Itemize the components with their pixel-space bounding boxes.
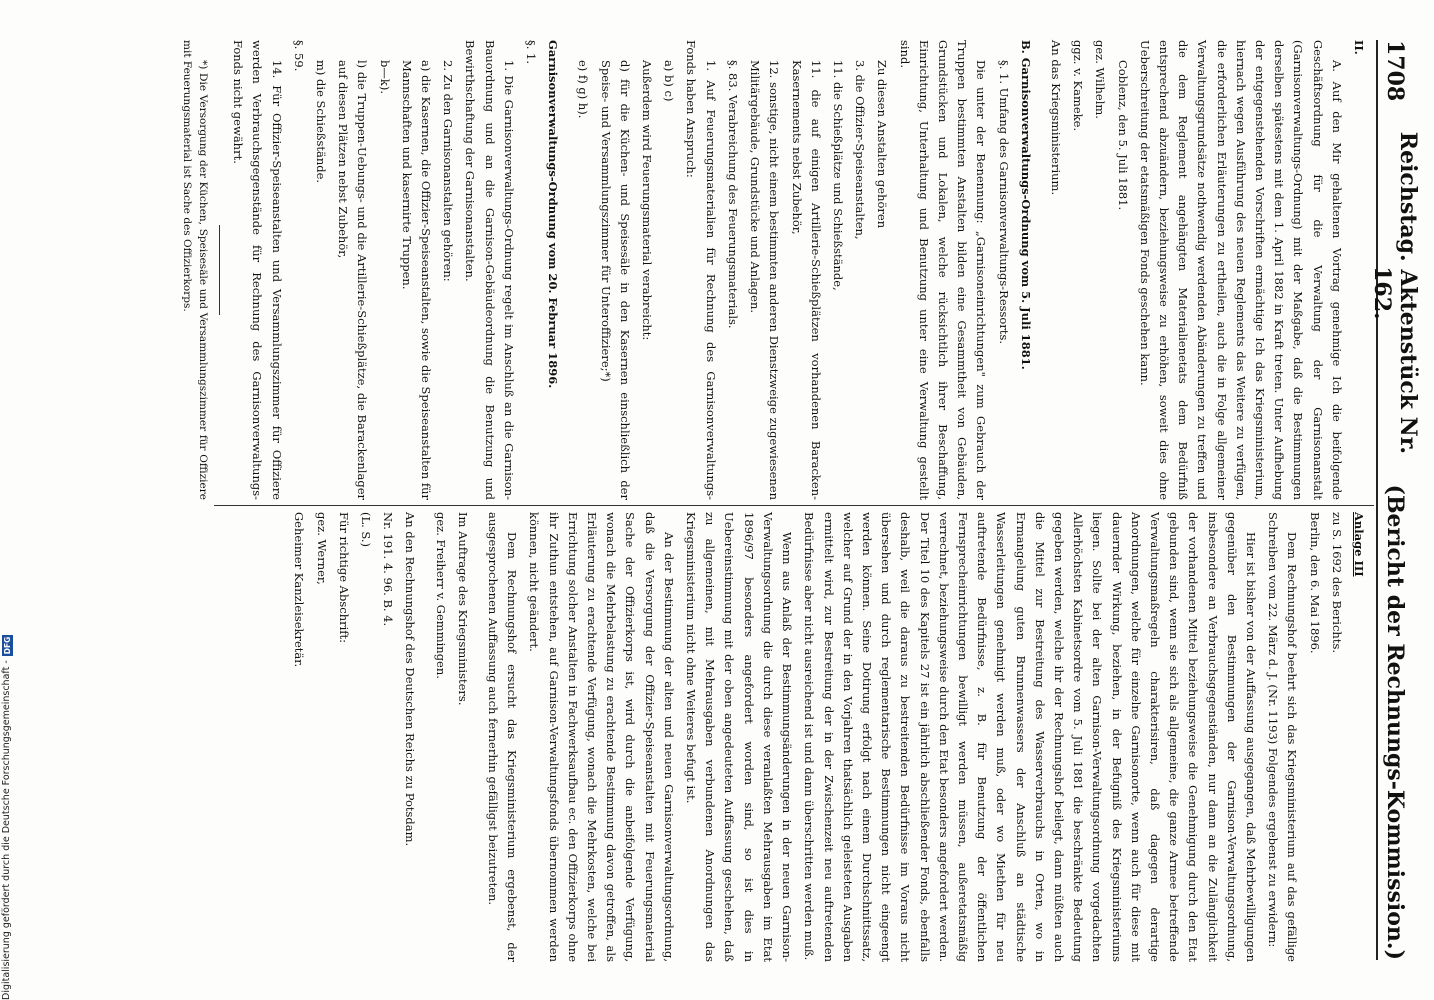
left-column-paragraph: e) f) g) h). bbox=[576, 60, 591, 119]
left-column-paragraph: II. bbox=[1352, 40, 1366, 55]
right-column-paragraph: gez. Werner, bbox=[314, 512, 329, 585]
left-column-paragraph: 1. Auf Feuerungsmaterialien für Rechnung des Garnisonverwaltungs-Fonds haben Anspruch: bbox=[684, 40, 718, 500]
left-column-paragraph: 11. die Schießplätze und Schießstände, bbox=[830, 60, 845, 291]
left-column-paragraph: m) die Schießstände. bbox=[314, 60, 329, 184]
right-column-paragraph: Anlage III bbox=[1352, 512, 1366, 577]
left-column-paragraph: §. 1. bbox=[524, 40, 539, 65]
left-column-paragraph: d) für die Küchen- und Speisesäle in den Kasernen einschließlich der Speise- und Versammlungszimmer für Unteroffiziere;*) bbox=[598, 60, 632, 500]
left-column-paragraph: Die unter der Benennung: „Garnisoneinrichtungen" zum Gebrauch der Truppen bestimmten Anstalten bilden eine Gesammtheit von Gebäuden, Grundstücken und Lokalen, welche rücksichtlich ihrer Beschaffung, Einrichtung, Unterhaltung und Benutzung unter eine Verwaltung gestellt sind. bbox=[897, 40, 989, 500]
left-column-paragraph: 12. sonstige, nicht einem bestimmten anderen Dienstzweige zugewiesenen Militärgebäude, Grundstücke und Anlagen. bbox=[748, 60, 782, 500]
header-title: Reichstag. Aktenstück Nr. 162. bbox=[1369, 131, 1421, 454]
left-column-paragraph: l) die Truppen-Uebungs- und die Artillerie-Schießplätze, die Barackenlager auf diesen Plätzen nebst Zubehör, bbox=[336, 60, 370, 500]
left-column bbox=[176, 40, 1368, 500]
left-column-paragraph: gez. Wilhelm. bbox=[1093, 40, 1108, 119]
left-column-paragraph: ggz. v. Kameke. bbox=[1071, 40, 1086, 132]
right-column-paragraph: Hier ist bisher von der Auffassung ausgegangen, daß Mehrbewilligungen gegenüber den Bestimmungen der Garnison-Verwaltungsordnung, insbesondere an Verbrauchsgegenständen, nur dann an die Zulänglichkeit der vorhandenen Mittel beziehungsweise die Genehmigung durch den Etat gebunden sind, wenn sie sich als allgemeine, die ganze Armee betreffende Verwaltungsmaßregeln charakterisiren, daß dagegen derartige Anordnungen, welche für einzelne Garnisonorte, wenn auch für diese mit dauernder Wirkung, beziehen, in der Befugniß des Kriegsministeriums liegen. Sollte bei der alten Garnison-Verwaltungsordnung vorgedachten Allerhöchsten Kabinetsordre vom 5. Juli 1881 die beschränkte Bedeutung gegeben werden, welche ihr der Rechnungshof beilegt, dann müßten auch die Mittel zur Bestreitung des Wasserverbrauchs in Orten, wo in Ermangelung guten Brunnenwassers der Anschluß an städtische Wasserleitungen genehmigt werden muß, oder wo Miethen für neu auftretende Bedürfnisse, z. B. für Benutzung der öffentlichen Fernsprecheinrichtungen bewilligt werden müssen, außeretatsmäßig verrechnet, beziehungsweise durch den Etat besonders angefordert werden. Der Titel 10 des Kapitels 27 ist ein jährlich abschließender Fonds, ebenfalls deshalb, weil die daraus zu bestreitenden Bedürfnisse im Voraus nicht übersehen und durch reglementarische Bestimmungen nicht eingeengt werden können. Seine Dotirung erfolgt nach einem Durchschnittssatz, welcher auf Grund der in den Vorjahren thatsächlich geleisteten Ausgaben ermittelt wird, zur Bestreitung der in der Zwischenzeit neu auftretenden Bedürfnisse aber nicht ausreichend ist und dann überschritten werden muß. bbox=[802, 512, 1258, 962]
left-column-paragraph: b—k). bbox=[377, 60, 392, 94]
left-column-paragraph: A. Auf den Mir gehaltenen Vortrag genehmige Ich die beifolgende Geschäftsordnung für die Verwaltung der Garnisonanstalt (Garnisonverwaltungs-Ordnung) mit der Maßgabe, daß die Bestimmungen derselben spätestens mit dem 1. April 1882 in Kraft treten. Unter Aufhebung der entgegenstehenden Vorschriften ermächtige Ich das Kriegsministerium, hiernach wegen Ausführung des neuen Reglements das Weitere zu verfügen, die erforderlichen Erläuterungen zu ertheilen, auch die in Folge allgemeiner Verwaltungsgrundsätze nothwendig werdenden Abänderungen zu treffen und die dem Reglement angehängten Materialienetats dem Bedürfniß entsprechend abzuändern, beziehungsweise zu erhöhen, soweit dies ohne Ueberschreitung der etatsmäßigen Fonds geschehen kann. bbox=[1137, 40, 1344, 500]
left-column-paragraph: Zu diesen Anstalten gehören bbox=[875, 60, 890, 229]
left-column-paragraph: §. 1. Umfang des Garnisonverwaltungs-Ressorts. bbox=[996, 60, 1011, 345]
right-column-paragraph: Geheimer Kanzleisekretär. bbox=[292, 512, 307, 668]
right-column-paragraph: Wenn aus Anlaß der Bestimmungsänderungen in der neuen Garnison-Verwaltungsordnung die durch diese veranlaßten Mehrausgaben im Etat 1896/97 besonders angefordert worden sind, so ist dies in Uebereinstimmung mit der oben angedeuteten Auffassung geschehen, daß zu allgemeinen, mit Mehrausgaben verbundenen Anordnungen das Kriegsministerium nicht ohne Weiteres befugt ist. bbox=[684, 512, 795, 962]
left-column-paragraph: 2. Zu den Garnisonanstalten gehören: bbox=[441, 60, 456, 282]
page-number: 1708 bbox=[1382, 40, 1408, 102]
left-column-paragraph: An das Kriegsministerium. bbox=[1048, 40, 1063, 196]
right-column-paragraph: Berlin, den 6. Mai 1896. bbox=[1307, 512, 1322, 654]
right-column-paragraph: (L. S.) bbox=[359, 512, 374, 548]
right-column-paragraph: Im Auftrage des Kriegsministers. bbox=[455, 512, 470, 706]
left-column-paragraph: 14. Für Offizier-Speiseanstalten und Versammlungszimmer für Offiziere werden Verbrauchsgegenstände für Rechnung des Garnisonverwaltungs-Fonds nicht gewährt. bbox=[231, 40, 284, 500]
left-column-paragraph: Außerdem wird Feuerungsmaterial verabreicht: bbox=[640, 60, 655, 341]
left-column-paragraph: Coblenz, den 5. Juli 1881. bbox=[1115, 60, 1130, 211]
right-column-paragraph: gez. Freiherr v. Gemmingen. bbox=[433, 512, 448, 679]
paragraph-spacer bbox=[562, 40, 570, 500]
header-subtitle: (Bericht der Rechnungs-Kommission.) bbox=[1382, 484, 1408, 960]
left-column-paragraph: 1. Die Garnisonverwaltungs-Ordnung regelt im Anschluß an die Garnison-Bauordnung und an die Garnison-Gebäudeordnung die Benutzung und Bewirthschaftung der Garnisonanstalten. bbox=[463, 40, 516, 500]
right-column bbox=[286, 512, 1368, 962]
page-header bbox=[1369, 40, 1421, 960]
paragraph-spacer bbox=[419, 512, 427, 962]
left-column-paragraph: §. 83. Verabreichung des Feuerungsmaterials. bbox=[725, 60, 740, 329]
right-column-paragraph: Dem Rechnungshof beehrt sich das Kriegsministerium auf das gefällige Schreiben vom 22. März d. J. (Nr. 1193) Folgendes ergebenst zu erwidern: bbox=[1266, 512, 1300, 962]
paragraph-spacer bbox=[472, 512, 480, 962]
right-column-paragraph: An der Bestimmung der alten und neuen Garnisonverwaltungsordnung, daß die Versorgung der Offizier-Speiseanstalten mit Feuerungsmaterial Sache der Offizierkorps ist, wird durch die anbeifolgende Verfügung, wonach die Mehrbelastung zu erachtende Bestimmung davon getroffen, als Erläuterung zu erachtende Verfügung, wonach die Mehrkosten, welche bei Errichtung solcher Anstalten in Fachwerksaufbau ec. den Offizierkorps ohne ihr Zuthun entstehen, auf Garnison-Verwaltungsfonds übernommen werden können, nicht geändert. bbox=[527, 512, 676, 962]
dfg-logo: DFG bbox=[2, 636, 12, 655]
column-divider bbox=[214, 505, 1374, 506]
left-column-paragraph: 11. die auf einigen Artillerie-Schießplätzen vorhandenen Baracken-Kasernements nebst Zubehör, bbox=[789, 60, 823, 500]
left-column-paragraph: a) b) c) bbox=[662, 60, 677, 102]
right-column-paragraph: Nr. 191. 4. 96. B. 4. bbox=[381, 512, 396, 627]
left-column-paragraph: Garnisonverwaltungs-Ordnung vom 20. Februar 1896. bbox=[546, 40, 561, 389]
right-column-paragraph: An den Rechnungshof des Deutschen Reichs zu Potsdam. bbox=[403, 512, 418, 847]
paragraph-spacer bbox=[1035, 40, 1043, 500]
right-column-paragraph: Dem Rechnungshof ersucht das Kriegsministerium ergebenst, der ausgesprochenen Auffassung auch fernerhin gefälligst beizutreten. bbox=[486, 512, 520, 962]
digitization-note: Digitalisierung gefördert durch die Deutsche Forschungsgemeinschaft - bbox=[1, 660, 12, 1000]
right-column-paragraph: zu S. 1692 des Berichts. bbox=[1329, 512, 1344, 654]
left-column-paragraph: 3. die Offizier-Speiseanstalten, bbox=[853, 60, 868, 240]
left-column-paragraph: B. Garnisonverwaltungs-Ordnung vom 5. Juli 1881. bbox=[1018, 40, 1033, 370]
left-column-paragraph: §. 59. bbox=[291, 40, 306, 72]
digitization-footer bbox=[1, 610, 13, 1000]
left-column-paragraph: a) die Kasernen, die Offizier-Speiseanstalten, sowie die Speiseanstalten für Mannschaften und kasernirte Truppen. bbox=[399, 60, 434, 500]
right-column-paragraph: Für richtige Abschrift: bbox=[336, 512, 351, 644]
footnote-rule bbox=[219, 225, 220, 315]
left-column-paragraph: *) Die Versorgung der Küchen, Speisesäle und Versammlungszimmer für Offiziere mit Feuerungsmaterial ist Sache des Offizierkorps. bbox=[181, 40, 210, 500]
